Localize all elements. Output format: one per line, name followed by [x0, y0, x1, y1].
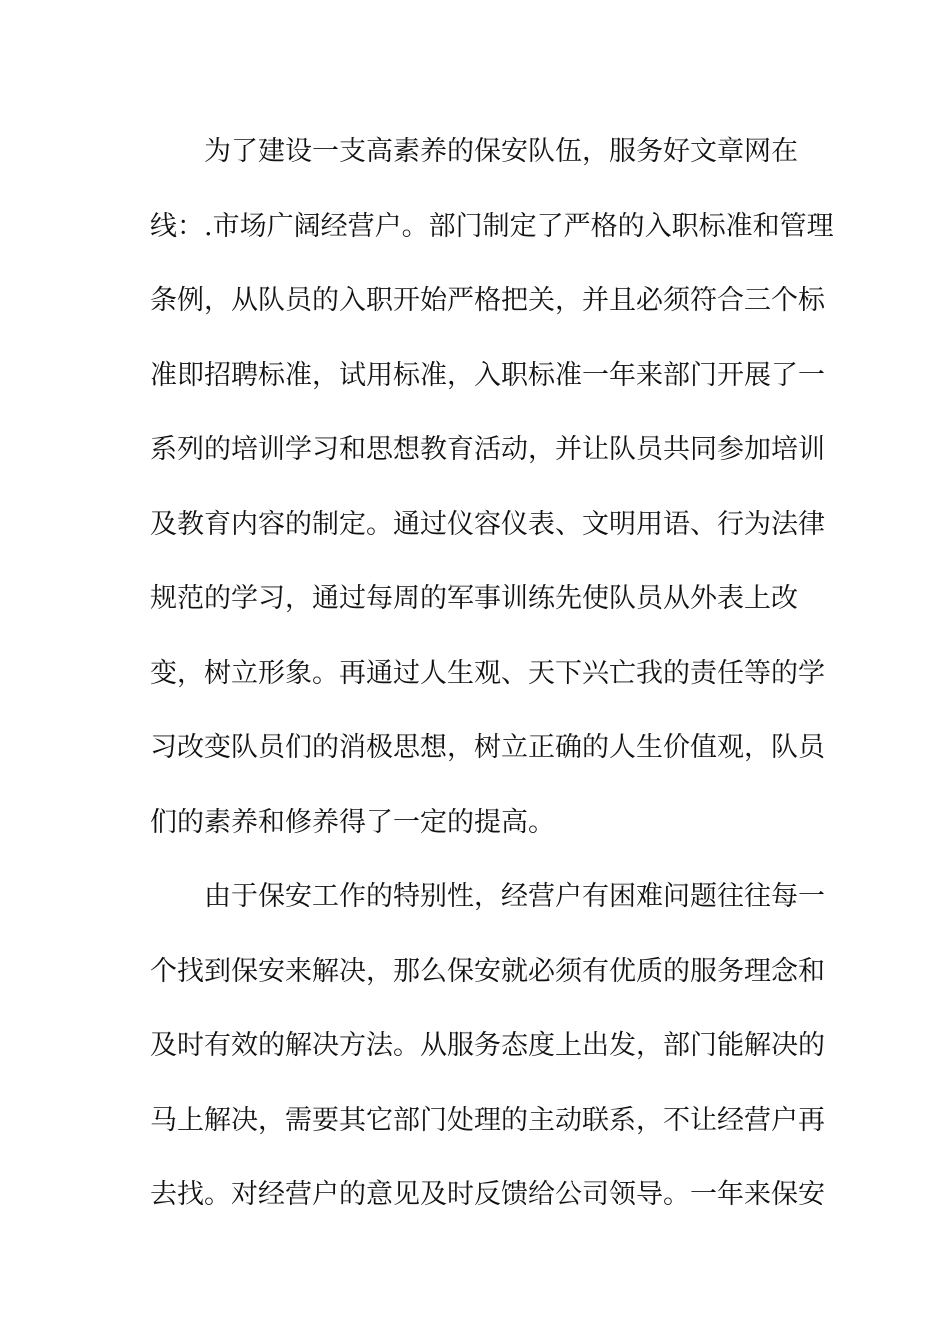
text-line: 系列的培训学习和思想教育活动，并让队员共同参加培训: [150, 434, 825, 465]
body-text: [150, 127, 834, 1245]
text-line: 准即招聘标准，试用标准，入职标准一年来部门开展了一: [150, 359, 825, 391]
text-line: 条例，从队员的入职开始严格把关，并且必须符合三个标: [150, 285, 825, 316]
text-line: 去找。对经营户的意见及时反馈给公司领导。一年来保安: [150, 1179, 825, 1210]
text-line: 为了建设一支高素养的保安队伍，服务好文章网在: [204, 136, 798, 167]
text-line: 们的素养和修养得了一定的提高。: [150, 806, 555, 838]
text-line: 习改变队员们的消极思想，树立正确的人生价值观，队员: [150, 732, 825, 763]
text-line: 规范的学习，通过每周的军事训练先使队员从外表上改: [150, 583, 798, 614]
text-line: 变，树立形象。再通过人生观、天下兴亡我的责任等的学: [150, 657, 825, 689]
text-line: 由于保安工作的特别性，经营户有困难问题往往每一: [204, 881, 825, 912]
text-line: 马上解决，需要其它部门处理的主动联系，不让经营户再: [150, 1104, 825, 1136]
text-line: 个找到保安来解决，那么保安就必须有优质的服务理念和: [150, 955, 825, 987]
text-line: 及教育内容的制定。通过仪容仪表、文明用语、行为法律: [150, 508, 825, 540]
text-line: 线：.市场广阔经营户。部门制定了严格的入职标准和管理: [150, 210, 834, 242]
text-line: 及时有效的解决方法。从服务态度上出发，部门能解决的: [150, 1030, 825, 1061]
